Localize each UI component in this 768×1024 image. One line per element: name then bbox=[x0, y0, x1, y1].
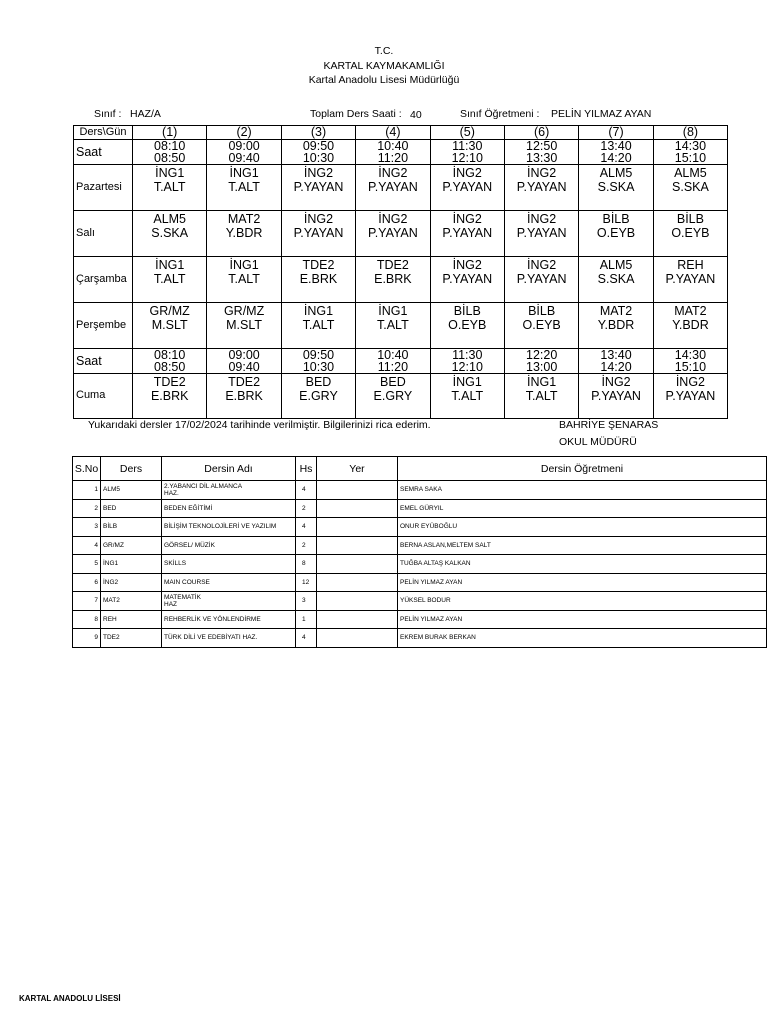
legend-course-code: GR/MZ bbox=[101, 536, 162, 555]
teacher-code: T.ALT bbox=[153, 272, 186, 286]
start-time: 08:10 bbox=[154, 139, 186, 153]
legend-course-name bbox=[162, 610, 296, 629]
teacher-code: E.BRK bbox=[299, 272, 338, 286]
time-cell bbox=[430, 139, 504, 164]
day-label: Salı bbox=[74, 210, 133, 256]
legend-row bbox=[73, 499, 767, 518]
day-row bbox=[74, 210, 728, 256]
course-code: İNG2 bbox=[452, 257, 482, 272]
teacher-code: S.SKA bbox=[151, 226, 189, 240]
start-time: 14:30 bbox=[674, 139, 707, 153]
end-time: 09:40 bbox=[228, 150, 260, 164]
teacher-code: P.YAYAN bbox=[591, 389, 641, 403]
end-time: 13:30 bbox=[526, 150, 558, 164]
legend-course-name-line: BİLİŞİM TEKNOLOJİLERİ VE YAZILIM bbox=[164, 523, 277, 531]
course-code: İNG2 bbox=[303, 211, 334, 226]
course-code: GR/MZ bbox=[223, 303, 265, 318]
legend-course-name-line: SKİLLS bbox=[164, 560, 187, 568]
time-cell bbox=[579, 139, 653, 164]
legend-teacher: EKREM BURAK BERKAN bbox=[398, 629, 767, 648]
end-time: 15:10 bbox=[674, 359, 707, 373]
legend-course-name-line: MAIN COURSE bbox=[164, 578, 210, 586]
header-school-directorate: Kartal Anadolu Lisesi Müdürlüğü bbox=[308, 74, 460, 86]
course-code: İNG2 bbox=[378, 211, 408, 226]
legend-place bbox=[317, 610, 398, 629]
start-time: 08:10 bbox=[154, 348, 186, 362]
lesson-cell bbox=[281, 302, 355, 348]
legend-course-code: İNG1 bbox=[101, 555, 162, 574]
legend-course-name bbox=[162, 555, 296, 574]
course-code: İNG2 bbox=[527, 211, 557, 226]
end-time: 13:00 bbox=[526, 359, 558, 373]
legend-course-code: BİLB bbox=[101, 518, 162, 537]
lesson-cell bbox=[356, 302, 430, 348]
legend-number: 5 bbox=[73, 555, 101, 574]
time-cell bbox=[133, 348, 207, 373]
time-cell bbox=[281, 139, 355, 164]
teacher-code: P.YAYAN bbox=[442, 272, 493, 286]
lesson-cell bbox=[281, 210, 355, 256]
legend-weekly-hours: 1 bbox=[296, 610, 317, 629]
lesson-cell bbox=[207, 210, 281, 256]
start-time: 09:00 bbox=[228, 348, 260, 362]
start-time: 10:40 bbox=[377, 348, 409, 362]
course-code: İNG1 bbox=[229, 165, 259, 180]
course-code: İNG1 bbox=[303, 303, 334, 318]
header-kaymakamlik: KARTAL KAYMAKAMLIĞI bbox=[323, 60, 445, 72]
teacher-code: Y.BDR bbox=[597, 318, 635, 332]
lesson-cell bbox=[504, 302, 578, 348]
legend-teacher: PELİN YILMAZ AYAN bbox=[398, 573, 767, 592]
legend-number: 6 bbox=[73, 573, 101, 592]
legend-weekly-hours: 4 bbox=[296, 481, 317, 500]
legend-weekly-hours: 3 bbox=[296, 592, 317, 611]
course-code: İNG2 bbox=[452, 165, 482, 180]
lesson-cell bbox=[653, 302, 727, 348]
lesson-cell bbox=[579, 373, 653, 418]
legend-course-name bbox=[162, 573, 296, 592]
course-code: İNG1 bbox=[155, 165, 185, 180]
time-cell bbox=[653, 139, 727, 164]
lesson-cell bbox=[356, 373, 430, 418]
legend-teacher: YÜKSEL BODUR bbox=[398, 592, 767, 611]
lesson-cell bbox=[653, 210, 727, 256]
legend-header: Dersin Adı bbox=[162, 457, 296, 481]
lesson-cell bbox=[281, 373, 355, 418]
time-cell bbox=[356, 348, 430, 373]
period-header-row bbox=[74, 126, 728, 140]
lesson-cell bbox=[430, 256, 504, 302]
course-code: İNG1 bbox=[229, 257, 259, 272]
teacher-code: E.BRK bbox=[150, 389, 189, 403]
class-value: HAZ/A bbox=[130, 108, 161, 120]
start-time: 12:20 bbox=[526, 348, 558, 362]
legend-teacher: SEMRA SAKA bbox=[398, 481, 767, 500]
period-number: (7) bbox=[579, 126, 653, 140]
legend-number: 7 bbox=[73, 592, 101, 611]
course-code: ALM5 bbox=[599, 165, 633, 180]
lesson-cell bbox=[653, 256, 727, 302]
legend-place bbox=[317, 573, 398, 592]
schedule-note: Yukarıdaki dersler 17/02/2024 tarihinde verilmiştir. Bilgilerinizi rica ederim. bbox=[88, 419, 431, 431]
legend-teacher: PELİN YILMAZ AYAN bbox=[398, 610, 767, 629]
period-number: (8) bbox=[653, 126, 727, 140]
lesson-cell bbox=[504, 256, 578, 302]
end-time: 12:10 bbox=[451, 359, 483, 373]
time-cell bbox=[207, 348, 281, 373]
period-number: (3) bbox=[281, 126, 355, 140]
time-row-label: Saat bbox=[74, 139, 133, 164]
course-code: İNG2 bbox=[378, 165, 408, 180]
class-teacher-label: Sınıf Öğretmeni : bbox=[460, 108, 540, 120]
time-row bbox=[74, 139, 728, 164]
time-cell bbox=[653, 348, 727, 373]
start-time: 09:50 bbox=[302, 139, 335, 153]
legend-course-name bbox=[162, 499, 296, 518]
lesson-cell bbox=[356, 256, 430, 302]
lesson-cell bbox=[504, 210, 578, 256]
teacher-code: P.YAYAN bbox=[367, 226, 418, 240]
legend-place bbox=[317, 592, 398, 611]
lesson-cell bbox=[430, 210, 504, 256]
legend-course-name-line: REHBERLİK VE YÖNLENDİRME bbox=[164, 615, 261, 623]
teacher-code: O.EYB bbox=[522, 318, 561, 332]
lesson-cell bbox=[133, 164, 207, 210]
lesson-cell bbox=[430, 164, 504, 210]
course-code: GR/MZ bbox=[149, 303, 190, 318]
legend-course-name bbox=[162, 629, 296, 648]
class-label: Sınıf : bbox=[94, 108, 122, 120]
time-cell bbox=[133, 139, 207, 164]
time-cell bbox=[430, 348, 504, 373]
teacher-code: O.EYB bbox=[671, 226, 710, 240]
total-hours-value: 40 bbox=[410, 109, 422, 121]
end-time: 10:30 bbox=[302, 359, 335, 373]
period-number: (4) bbox=[356, 126, 430, 140]
legend-course-code: İNG2 bbox=[101, 573, 162, 592]
course-code: ALM5 bbox=[599, 257, 633, 272]
teacher-code: E.BRK bbox=[225, 389, 263, 403]
lesson-cell bbox=[133, 302, 207, 348]
weekly-schedule-table bbox=[73, 125, 728, 419]
day-row bbox=[74, 302, 728, 348]
period-number: (1) bbox=[133, 126, 207, 140]
legend-course-code: TDE2 bbox=[101, 629, 162, 648]
start-time: 13:40 bbox=[600, 139, 632, 153]
course-code: İNG2 bbox=[527, 257, 557, 272]
legend-place bbox=[317, 555, 398, 574]
legend-course-name bbox=[162, 536, 296, 555]
start-time: 13:40 bbox=[600, 348, 632, 362]
legend-row bbox=[73, 610, 767, 629]
lesson-cell bbox=[281, 164, 355, 210]
legend-course-code: MAT2 bbox=[101, 592, 162, 611]
course-code: İNG2 bbox=[452, 211, 482, 226]
teacher-code: P.YAYAN bbox=[665, 389, 716, 403]
legend-weekly-hours: 2 bbox=[296, 499, 317, 518]
legend-place bbox=[317, 499, 398, 518]
end-time: 12:10 bbox=[451, 150, 483, 164]
legend-weekly-hours: 8 bbox=[296, 555, 317, 574]
teacher-code: S.SKA bbox=[597, 272, 635, 286]
course-code: İNG2 bbox=[303, 165, 334, 180]
legend-teacher: BERNA ASLAN,MELTEM SALT bbox=[398, 536, 767, 555]
course-code: İNG1 bbox=[452, 374, 482, 389]
lesson-cell bbox=[430, 302, 504, 348]
course-code: MAT2 bbox=[599, 303, 633, 318]
start-time: 11:30 bbox=[452, 139, 483, 153]
time-row bbox=[74, 348, 728, 373]
legend-row bbox=[73, 592, 767, 611]
course-code: ALM5 bbox=[153, 211, 187, 226]
legend-teacher: EMEL GÜRYIL bbox=[398, 499, 767, 518]
time-row-label: Saat bbox=[74, 348, 133, 373]
legend-course-code: REH bbox=[101, 610, 162, 629]
teacher-code: S.SKA bbox=[597, 180, 635, 194]
legend-row bbox=[73, 481, 767, 500]
lesson-cell bbox=[207, 256, 281, 302]
end-time: 14:20 bbox=[600, 150, 632, 164]
end-time: 09:40 bbox=[228, 359, 260, 373]
legend-course-name-line: MATEMATİK bbox=[164, 593, 201, 601]
lesson-cell bbox=[430, 373, 504, 418]
legend-course-name-line: HAZ bbox=[164, 600, 177, 608]
course-code: ALM5 bbox=[674, 165, 707, 180]
day-row bbox=[74, 373, 728, 418]
teacher-code: T.ALT bbox=[525, 389, 558, 403]
course-code: TDE2 bbox=[153, 374, 186, 389]
legend-course-name-line: TÜRK DİLİ VE EDEBİYATI HAZ. bbox=[164, 634, 258, 642]
course-code: İNG2 bbox=[675, 374, 706, 389]
teacher-code: E.BRK bbox=[374, 272, 412, 286]
lesson-cell bbox=[504, 164, 578, 210]
course-code: TDE2 bbox=[228, 374, 261, 389]
start-time: 12:50 bbox=[526, 139, 558, 153]
legend-weekly-hours: 12 bbox=[296, 573, 317, 592]
legend-header: Hs bbox=[296, 457, 317, 481]
teacher-code: M.SLT bbox=[151, 318, 188, 332]
header-tc: T.C. bbox=[374, 45, 394, 57]
legend-header: Dersin Öğretmeni bbox=[398, 457, 767, 481]
course-code: BİLB bbox=[453, 303, 481, 318]
legend-place bbox=[317, 481, 398, 500]
class-teacher-value: PELİN YILMAZ AYAN bbox=[551, 108, 652, 120]
day-row bbox=[74, 256, 728, 302]
teacher-code: T.ALT bbox=[228, 180, 260, 194]
course-code: TDE2 bbox=[376, 257, 409, 272]
teacher-code: P.YAYAN bbox=[367, 180, 418, 194]
start-time: 14:30 bbox=[674, 348, 707, 362]
legend-row bbox=[73, 536, 767, 555]
lesson-cell bbox=[356, 164, 430, 210]
legend-number: 2 bbox=[73, 499, 101, 518]
day-row bbox=[74, 164, 728, 210]
course-code: İNG1 bbox=[527, 374, 557, 389]
course-code: İNG2 bbox=[601, 374, 631, 389]
lesson-cell bbox=[133, 210, 207, 256]
teacher-code: P.YAYAN bbox=[293, 226, 344, 240]
end-time: 11:20 bbox=[377, 150, 409, 164]
course-code: İNG1 bbox=[378, 303, 408, 318]
teacher-code: P.YAYAN bbox=[516, 180, 567, 194]
teacher-code: T.ALT bbox=[302, 318, 335, 332]
period-number: (6) bbox=[504, 126, 578, 140]
course-code: BİLB bbox=[676, 211, 704, 226]
lesson-cell bbox=[653, 373, 727, 418]
time-cell bbox=[356, 139, 430, 164]
legend-course-name-line: 2.YABANCI DİL ALMANCA bbox=[164, 482, 243, 490]
teacher-code: P.YAYAN bbox=[293, 180, 344, 194]
course-code: İNG1 bbox=[155, 257, 185, 272]
time-cell bbox=[504, 348, 578, 373]
course-legend-table bbox=[72, 456, 767, 648]
lesson-cell bbox=[207, 164, 281, 210]
corner-label: Ders\Gün bbox=[74, 126, 133, 140]
lesson-cell bbox=[653, 164, 727, 210]
teacher-code: T.ALT bbox=[451, 389, 484, 403]
legend-weekly-hours: 2 bbox=[296, 536, 317, 555]
legend-course-name bbox=[162, 518, 296, 537]
legend-course-name-line: GÖRSEL/ MÜZİK bbox=[164, 541, 215, 549]
teacher-code: P.YAYAN bbox=[516, 226, 567, 240]
course-code: MAT2 bbox=[674, 303, 707, 318]
time-cell bbox=[281, 348, 355, 373]
teacher-code: P.YAYAN bbox=[442, 180, 493, 194]
lesson-cell bbox=[281, 256, 355, 302]
end-time: 15:10 bbox=[674, 150, 707, 164]
course-code: BİLB bbox=[602, 211, 630, 226]
legend-course-name-line: BEDEN EĞİTİMİ bbox=[164, 504, 213, 512]
legend-place bbox=[317, 536, 398, 555]
start-time: 09:00 bbox=[228, 139, 260, 153]
legend-number: 1 bbox=[73, 481, 101, 500]
course-code: BED bbox=[305, 374, 332, 389]
teacher-code: P.YAYAN bbox=[665, 272, 716, 286]
legend-course-name-line: HAZ. bbox=[164, 489, 179, 497]
teacher-code: T.ALT bbox=[377, 318, 409, 332]
legend-header: Yer bbox=[317, 457, 398, 481]
start-time: 10:40 bbox=[377, 139, 409, 153]
lesson-cell bbox=[207, 373, 281, 418]
day-label: Pazartesi bbox=[74, 164, 133, 210]
legend-header: S.No bbox=[73, 457, 101, 481]
legend-number: 3 bbox=[73, 518, 101, 537]
legend-course-name bbox=[162, 592, 296, 611]
legend-weekly-hours: 4 bbox=[296, 629, 317, 648]
course-code: TDE2 bbox=[302, 257, 335, 272]
teacher-code: P.YAYAN bbox=[442, 226, 493, 240]
lesson-cell bbox=[579, 302, 653, 348]
legend-row bbox=[73, 555, 767, 574]
end-time: 14:20 bbox=[600, 359, 632, 373]
legend-header: Ders bbox=[101, 457, 162, 481]
principal-title: OKUL MÜDÜRÜ bbox=[559, 436, 637, 448]
start-time: 09:50 bbox=[302, 348, 335, 362]
legend-teacher: ONUR EYÜBOĞLU bbox=[398, 518, 767, 537]
end-time: 10:30 bbox=[302, 150, 335, 164]
lesson-cell bbox=[356, 210, 430, 256]
period-number: (2) bbox=[207, 126, 281, 140]
end-time: 08:50 bbox=[154, 150, 186, 164]
course-code: MAT2 bbox=[227, 211, 261, 226]
lesson-cell bbox=[133, 373, 207, 418]
course-code: İNG2 bbox=[527, 165, 557, 180]
legend-row bbox=[73, 629, 767, 648]
course-code: BİLB bbox=[528, 303, 556, 318]
lesson-cell bbox=[579, 210, 653, 256]
teacher-code: Y.BDR bbox=[672, 318, 709, 332]
total-hours-label: Toplam Ders Saati : bbox=[310, 108, 402, 120]
school-footer-name: KARTAL ANADOLU LİSESİ bbox=[19, 994, 121, 1003]
teacher-code: O.EYB bbox=[448, 318, 487, 332]
course-code: REH bbox=[677, 257, 704, 272]
time-cell bbox=[579, 348, 653, 373]
lesson-cell bbox=[133, 256, 207, 302]
lesson-cell bbox=[579, 256, 653, 302]
legend-teacher: TUĞBA ALTAŞ KALKAN bbox=[398, 555, 767, 574]
legend-number: 9 bbox=[73, 629, 101, 648]
teacher-code: O.EYB bbox=[596, 226, 636, 240]
teacher-code: T.ALT bbox=[228, 272, 260, 286]
lesson-cell bbox=[504, 373, 578, 418]
day-label: Perşembe bbox=[74, 302, 133, 348]
legend-place bbox=[317, 629, 398, 648]
legend-course-code: ALM5 bbox=[101, 481, 162, 500]
legend-course-code: BED bbox=[101, 499, 162, 518]
legend-course-name bbox=[162, 481, 296, 500]
time-cell bbox=[504, 139, 578, 164]
lesson-cell bbox=[579, 164, 653, 210]
start-time: 11:30 bbox=[452, 348, 483, 362]
time-cell bbox=[207, 139, 281, 164]
principal-name: BAHRİYE ŞENARAS bbox=[559, 419, 659, 431]
teacher-code: M.SLT bbox=[226, 318, 263, 332]
legend-place bbox=[317, 518, 398, 537]
legend-weekly-hours: 4 bbox=[296, 518, 317, 537]
period-number: (5) bbox=[430, 126, 504, 140]
teacher-code: T.ALT bbox=[153, 180, 186, 194]
day-label: Çarşamba bbox=[74, 256, 133, 302]
end-time: 08:50 bbox=[154, 359, 186, 373]
teacher-code: S.SKA bbox=[672, 180, 709, 194]
legend-number: 8 bbox=[73, 610, 101, 629]
legend-number: 4 bbox=[73, 536, 101, 555]
teacher-code: E.GRY bbox=[373, 389, 413, 403]
end-time: 11:20 bbox=[377, 359, 409, 373]
legend-row bbox=[73, 573, 767, 592]
teacher-code: P.YAYAN bbox=[516, 272, 567, 286]
day-label: Cuma bbox=[74, 373, 133, 418]
legend-row bbox=[73, 518, 767, 537]
course-code: BED bbox=[380, 374, 406, 389]
lesson-cell bbox=[207, 302, 281, 348]
teacher-code: E.GRY bbox=[299, 389, 338, 403]
teacher-code: Y.BDR bbox=[225, 226, 263, 240]
